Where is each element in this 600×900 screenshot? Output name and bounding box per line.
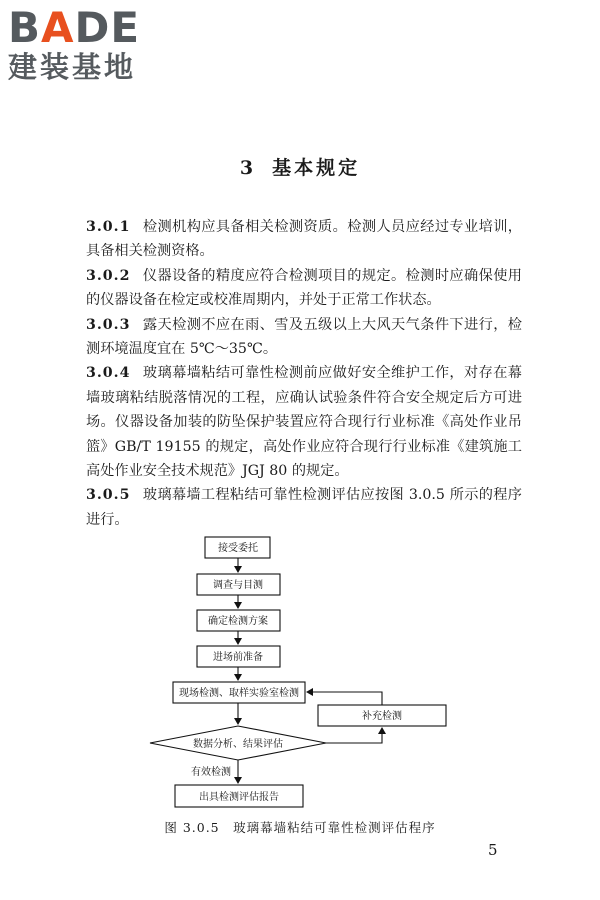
step-survey-label: 调查与目测 [213, 580, 263, 591]
chapter-heading: 基本规定 [272, 157, 361, 179]
logo-letter-a: A [41, 3, 75, 52]
clause-text: 玻璃幕墙工程粘结可靠性检测评估应按图 3.0.5 所示的程序进行。 [86, 487, 522, 528]
page-number: 5 [488, 841, 498, 859]
logo-subtitle: 建装基地 [8, 50, 137, 84]
chapter-number: 3 [239, 157, 257, 179]
figure-caption: 图 3.0.5 玻璃幕墙粘结可靠性检测评估程序 [164, 820, 436, 835]
clause-number: 3.0.4 [86, 365, 131, 382]
step-plan-label: 确定检测方案 [208, 616, 268, 627]
step-onsite-label: 现场检测、取样实验室检测 [179, 688, 299, 699]
clause-text: 仪器设备的精度应符合检测项目的规定。检测时应确保使用的仪器设备在检定或校准周期内，并处于正常工作状态。 [86, 267, 522, 309]
step-report-label: 出具检测评估报告 [199, 792, 279, 803]
step-prep-label: 进场前准备 [213, 652, 263, 663]
valid-edge-label: 有效检测 [191, 767, 231, 778]
clause-text: 露天检测不应在雨、雪及五级以上大风天气条件下进行，检测环境温度宜在 5℃～35℃。 [86, 316, 522, 358]
logo-letters-de: DE [74, 3, 141, 52]
clause-text: 检测机构应具备相关检测资质。检测人员应经过专业培训，具备相关检测资格。 [86, 219, 522, 260]
clause-number: 3.0.5 [86, 487, 131, 504]
clause-number: 3.0.2 [86, 267, 131, 284]
step-supplement-label: 补充检测 [362, 711, 402, 722]
step-accept-label: 接受委托 [218, 543, 258, 554]
clause-number: 3.0.3 [86, 316, 131, 333]
clause-number: 3.0.1 [86, 219, 131, 235]
logo-letter-b: B [8, 3, 42, 52]
clause-text: 玻璃幕墙粘结可靠性检测前应做好安全维护工作，对存在幕墙玻璃粘结脱落情况的工程，应确认试验条件符合安全规定后方可进场。仪器设备加装的防坠保护装置应符合现行行业标准《高处作业吊篮》GB/T 19155 的规定，高处作业应符合现行行业标准《建筑施工高处作业安全技术规范》JGJ 80 的规定。 [86, 365, 522, 480]
step-analysis-label: 数据分析、结果评估 [193, 739, 283, 750]
